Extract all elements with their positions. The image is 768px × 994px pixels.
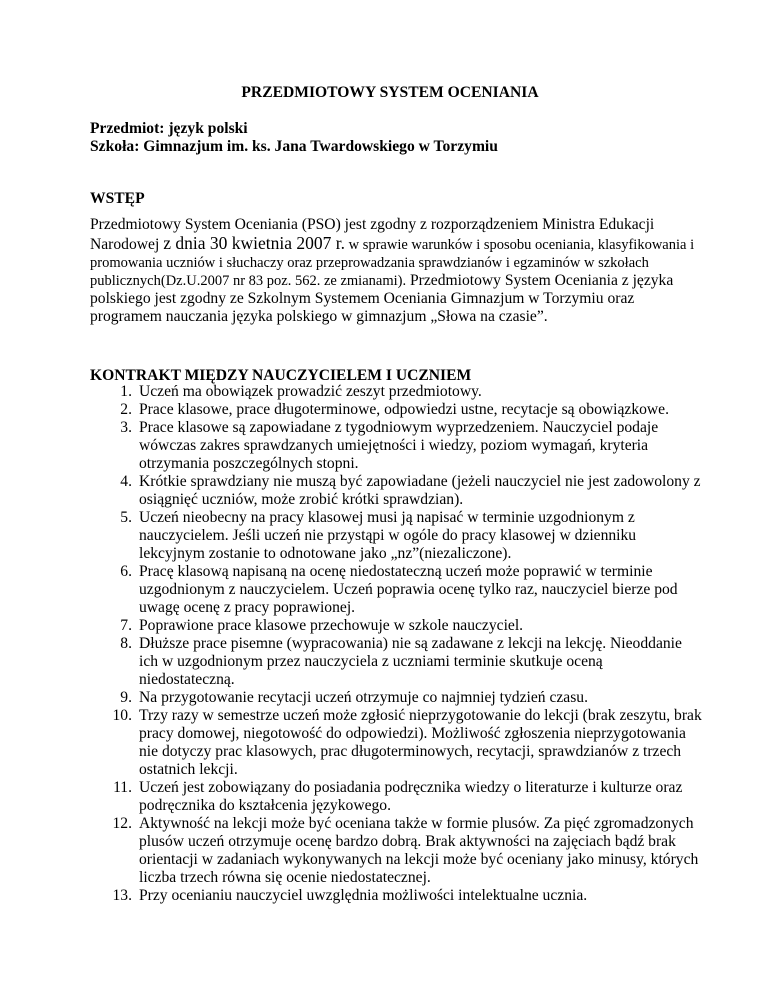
contract-list bbox=[90, 383, 702, 905]
list-item bbox=[90, 887, 702, 905]
list-item bbox=[90, 419, 702, 473]
intro-text-3: Przedmiotowy System Oceniania z języka polskiego jest zgodny ze Szkolnym Systemem Oceniania Gimnazjum w Torzymiu oraz programem nauczania języka polskiego w gimnazjum „Słowa na czasie”. bbox=[90, 272, 674, 325]
list-item-number: 12. bbox=[112, 815, 132, 832]
list-item-text: Uczeń ma obowiązek prowadzić zeszyt przedmiotowy. bbox=[139, 383, 482, 400]
document-title: PRZEDMIOTOWY SYSTEM OCENIANIA bbox=[241, 84, 539, 101]
list-item-number: 6. bbox=[120, 563, 132, 580]
list-item-text: Dłuższe prace pisemne (wypracowania) nie są zadawane z lekcji na lekcję. Nieoddanie ich w uzgodnionym przez nauczyciela z uczniami terminie skutkuje oceną niedostateczną. bbox=[139, 635, 682, 688]
subject-line: Przedmiot: język polski bbox=[90, 120, 248, 137]
list-item bbox=[90, 509, 702, 563]
intro-text-2: w sprawie warunków i sposobu oceniania, klasyfikowania i promowania uczniów i słuchaczy oraz przeprowadzania sprawdzianów i egzaminów w szkołach publicznych(Dz.U.2007 nr 83 poz. 562. ze zmianami). bbox=[90, 237, 695, 289]
list-item-number: 4. bbox=[120, 473, 132, 490]
list-item-text: Na przygotowanie recytacji uczeń otrzymuje co najmniej tydzień czasu. bbox=[139, 689, 588, 706]
list-item-number: 3. bbox=[120, 419, 132, 436]
list-item bbox=[90, 383, 702, 401]
list-item bbox=[90, 563, 702, 617]
list-item-number: 9. bbox=[120, 689, 132, 706]
list-item-text: Aktywność na lekcji może być oceniana także w formie plusów. Za pięć zgromadzonych plusów uczeń otrzymuje ocenę bardzo dobrą. Brak aktywności na zajęciach bądź brak orientacji w zadaniach wykonywanych na lekcji może być oceniany jako minusy, których liczba trzech równa się ocenie niedostatecznej. bbox=[139, 815, 699, 886]
list-item-number: 5. bbox=[120, 509, 132, 526]
list-item bbox=[90, 707, 702, 779]
list-item-number: 7. bbox=[120, 617, 132, 634]
list-item bbox=[90, 635, 702, 689]
list-item-text: Prace klasowe, prace długoterminowe, odpowiedzi ustne, recytacje są obowiązkowe. bbox=[139, 401, 669, 418]
list-item-number: 1. bbox=[120, 383, 132, 400]
list-item-text: Trzy razy w semestrze uczeń może zgłosić nieprzygotowanie do lekcji (brak zeszytu, brak pracy domowej, niegotowość do odpowiedzi). Możliwość zgłoszenia nieprzygotowania nie dotyczy prac klasowych, prac długoterminowych, recytacji, sprawdzianów z trzech ostatnich lekcji. bbox=[139, 707, 702, 778]
list-item-number: 13. bbox=[112, 887, 132, 904]
list-item-text: Pracę klasową napisaną na ocenę niedostateczną uczeń może poprawić w terminie uzgodnionym z nauczycielem. Uczeń poprawia ocenę tylko raz, nauczyciel bierze pod uwagę ocenę z pracy poprawionej. bbox=[139, 563, 678, 616]
list-item bbox=[90, 617, 702, 635]
list-item-number: 2. bbox=[120, 401, 132, 418]
list-item-text: Prace klasowe są zapowiadane z tygodniowym wyprzedzeniem. Nauczyciel podaje wówczas zakres sprawdzanych umiejętności i wiedzy, poziom wymagań, kryteria otrzymania poszczególnych stopni. bbox=[139, 419, 659, 472]
list-item bbox=[90, 401, 702, 419]
intro-text-1: Przedmiotowy System Oceniania (PSO) jest zgodny z rozporządzeniem Ministra Edukacji Narodowej bbox=[90, 216, 655, 253]
intro-date: z dnia 30 kwietnia 2007 r. bbox=[163, 233, 345, 253]
list-item bbox=[90, 689, 702, 707]
intro-heading: WSTĘP bbox=[90, 190, 145, 207]
list-item-text: Krótkie sprawdziany nie muszą być zapowiadane (jeżeli nauczyciel nie jest zadowolony z osiągnięć uczniów, może zrobić krótki sprawdzian). bbox=[139, 473, 701, 508]
list-item-number: 8. bbox=[120, 635, 132, 652]
list-item bbox=[90, 473, 702, 509]
list-item bbox=[90, 815, 702, 887]
contract-heading: KONTRAKT MIĘDZY NAUCZYCIELEM I UCZNIEM bbox=[90, 367, 472, 384]
list-item-text: Uczeń nieobecny na pracy klasowej musi ją napisać w terminie uzgodnionym z nauczycielem. Jeśli uczeń nie przystąpi w ogóle do pracy klasowej w dzienniku lekcyjnym zostanie to odnotowane jako „nz”(niezaliczone). bbox=[139, 509, 637, 562]
list-item-text: Poprawione prace klasowe przechowuje w szkole nauczyciel. bbox=[139, 617, 524, 634]
list-item-number: 10. bbox=[112, 707, 132, 724]
intro-paragraph bbox=[90, 216, 700, 326]
list-item bbox=[90, 779, 702, 815]
school-line: Szkoła: Gimnazjum im. ks. Jana Twardowskiego w Torzymiu bbox=[90, 138, 498, 155]
list-item-number: 11. bbox=[113, 779, 132, 796]
document-meta bbox=[90, 120, 498, 156]
list-item-text: Przy ocenianiu nauczyciel uwzględnia możliwości intelektualne ucznia. bbox=[139, 887, 588, 904]
list-item-text: Uczeń jest zobowiązany do posiadania podręcznika wiedzy o literaturze i kulturze oraz podręcznika do kształcenia językowego. bbox=[139, 779, 683, 814]
